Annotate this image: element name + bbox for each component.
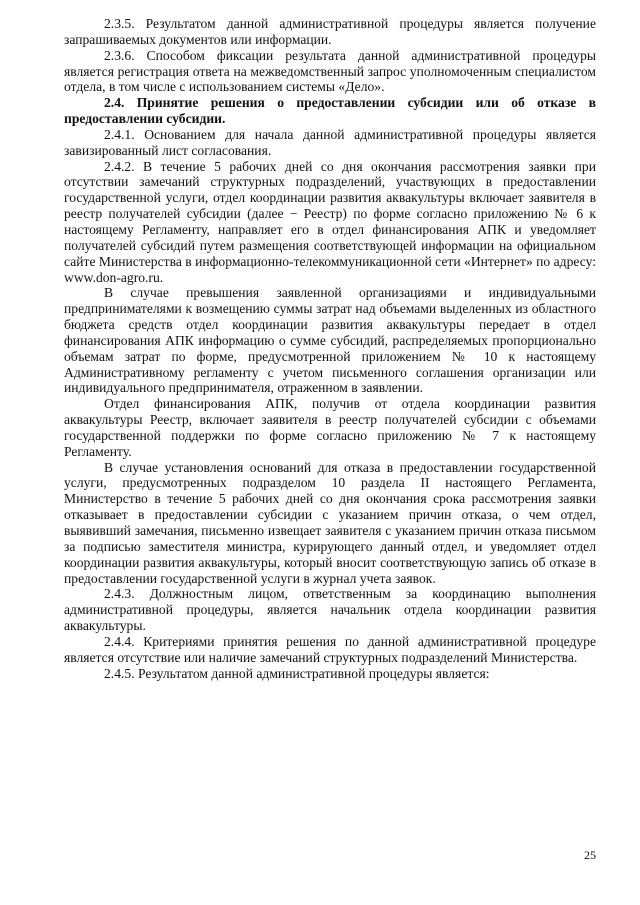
paragraph-2-4-4: 2.4.4. Критериями принятия решения по данной административной процедуре является отсутствие или наличие замечаний структурных подразделений Министерства. (64, 633, 596, 665)
paragraph-2-3-5: 2.3.5. Результатом данной административной процедуры является получение запрашиваемых документов или информации. (64, 16, 596, 47)
paragraph-excess-claims: В случае превышения заявленной организациями и индивидуальными предпринимателями к возмещению суммы затрат над объемами выделенных из областного бюджета средств отдел координации развития аквакультуры передает в отдел финансирования АПК информацию о сумме субсидий, распределяемых пропорционально объемам затрат по форме, предусмотренной приложением № 10 к настоящему Административному регламенту с учетом письменного соглашения организации или индивидуального предпринимателя, отраженном в заявлении. (64, 285, 596, 396)
paragraph-refusal: В случае установления оснований для отказа в предоставлении государственной услуги, предусмотренных подразделом 10 раздела II настоящего Регламента, Министерство в течение 5 рабочих дней со дня окончания срока рассмотрения заявки отказывает в предоставлении субсидии с указанием причин отказа, о чем отдел, выявивший замечания, письменно извещает заявителя с указанием причин отказа письмом за подписью заместителя министра, курирующего данный отдел, и уведомляет отдел координации развития аквакультуры, который вносит соответствующую запись об отказе в предоставлении государственной услуги в журнал учета заявок. (64, 459, 596, 586)
paragraph-finance-department: Отдел финансирования АПК, получив от отдела координации развития аквакультуры Реестр, включает заявителя в реестр получателей субсидии с объемами государственной поддержки по форме согласно приложению № 7 к настоящему Регламенту. (64, 396, 596, 459)
document-body (64, 16, 596, 681)
paragraph-2-4-5: 2.4.5. Результатом данной административной процедуры является: (104, 665, 490, 681)
paragraph-2-4-1: 2.4.1. Основанием для начала данной административной процедуры является завизированный лист согласования. (64, 126, 596, 158)
page-number: 25 (584, 848, 596, 862)
paragraph-2-3-6: 2.3.6. Способом фиксации результата данной административной процедуры является регистрация ответа на межведомственный запрос уполномоченным специалистом отдела, в том числе с использованием системы «Дело». (64, 47, 596, 95)
paragraph-2-4-3: 2.4.3. Должностным лицом, ответственным за координацию выполнения административной процедуры, является начальник отдела координации развития аквакультуры. (64, 586, 596, 634)
section-heading-2-4: 2.4. Принятие решения о предоставлении субсидии или об отказе в предоставлении субсидии. (64, 95, 596, 127)
paragraph-2-4-2: 2.4.2. В течение 5 рабочих дней со дня окончания рассмотрения заявки при отсутствии замечаний структурных подразделений, участвующих в предоставлении государственной услуги, отдел координации развития аквакультуры включает заявителя в реестр получателей субсидии (далее − Реестр) по форме согласно приложению № 6 к настоящему Регламенту, направляет его в отдел финансирования АПК и уведомляет получателей субсидий путем размещения соответствующей информации на официальном сайте Министерства в информационно-телекоммуникационной сети «Интернет» по адресу: www.don-agro.ru. (64, 158, 596, 285)
